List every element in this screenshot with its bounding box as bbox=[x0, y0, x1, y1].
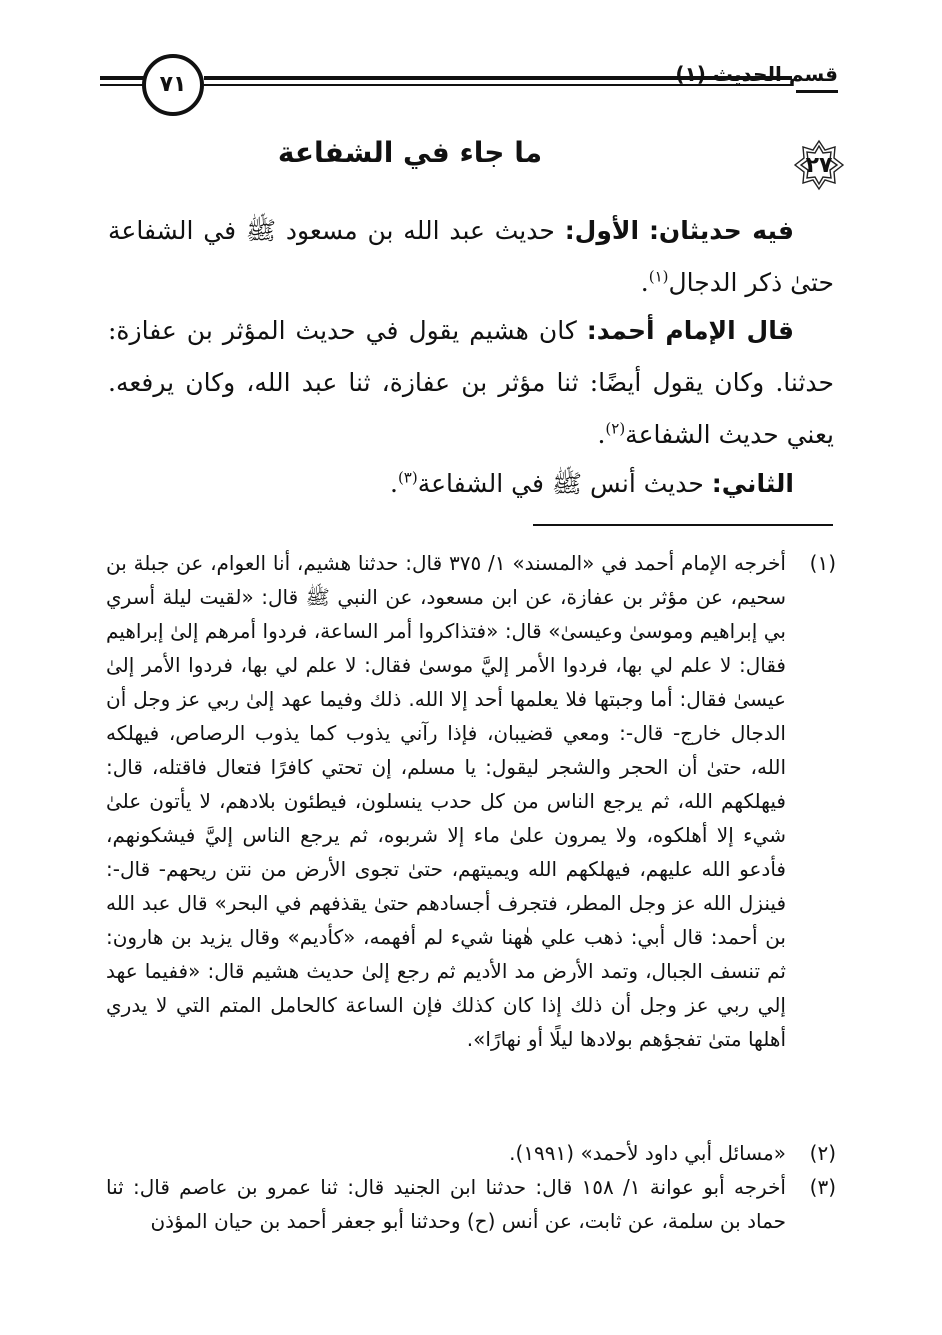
paragraph-imam-ahmad bbox=[108, 305, 834, 461]
footnote-number: (١) bbox=[809, 551, 836, 575]
paragraph-lead: فيه حديثان: bbox=[648, 216, 795, 245]
section-title: قسم الحديث (١) bbox=[675, 62, 838, 86]
paragraph-tail: . bbox=[597, 420, 606, 449]
paragraph-tail: . bbox=[640, 268, 649, 297]
chapter-number-badge bbox=[792, 138, 846, 192]
paragraph-label: قال الإمام أحمد: bbox=[586, 316, 794, 345]
paragraph-tail: . bbox=[389, 469, 398, 498]
header-rule-left-top bbox=[100, 76, 144, 80]
footnote-number: (٣) bbox=[809, 1175, 836, 1199]
footnote-2 bbox=[106, 1136, 836, 1170]
chapter-title: ما جاء في الشفاعة bbox=[277, 136, 543, 169]
paragraph-first-hadith bbox=[108, 205, 834, 309]
running-header bbox=[100, 50, 838, 130]
header-rule-right bbox=[796, 90, 838, 93]
paragraph-text: كان هشيم يقول في حديث المؤثر بن عفازة: حدثنا. وكان يقول أيضًا: ثنا مؤثر بن عفازة، ثنا عبد الله، وكان يرفعه. يعني حديث الشفاعة bbox=[108, 316, 834, 449]
paragraph-label: الأول: bbox=[564, 216, 640, 245]
footnote-3 bbox=[106, 1170, 836, 1238]
footnote-1 bbox=[106, 546, 836, 1056]
chapter-number: ٢٧ bbox=[805, 153, 833, 178]
footnote-text: «مسائل أبي داود لأحمد» (١٩٩١). bbox=[509, 1141, 786, 1165]
paragraph-label: الثاني: bbox=[711, 469, 794, 498]
footnote-text: أخرجه الإمام أحمد في «المسند» ١/ ٣٧٥ قال: حدثنا هشيم، أنا العوام، عن جبلة بن سحيم، عن مؤثر بن عفازة، عن ابن مسعود، عن النبي ﷺ قال: «لقيت ليلة أسري بي إبراهيم وموسىٰ وعيسىٰ» قال: «فتذاكروا أمر الساعة، فردوا أمرهم إلىٰ إبراهيم فقال: لا علم لي بها، فردوا الأمر إليَّ موسىٰ فقال: لا علم لي بها، فردوا الأمر إلىٰ عيسىٰ فقال: أما وجبتها فلا يعلمها أحد إلا الله. ذلك وفيما عهد إلىٰ ربي عز وجل أن الدجال خارج- قال-: ومعي قضيبان، فإذا رآني يذوب كما يذوب الرصاص، فيهلكه الله، حتىٰ أن الحجر والشجر ليقول: يا مسلم، إن تحتي كافرًا فتعال فاقتله، قال: فيهلكهم الله، ثم يرجع الناس من كل حدب ينسلون، فيطئون بلادهم، لا يأتون علىٰ شيء إلا أهلكوه، ولا يمرون علىٰ ماء إلا شربوه، ثم يرجع الناس إليَّ فيشكونهم، فأدعو الله عليهم، فيهلكهم الله ويميتهم، حتىٰ تجوى الأرض من نتن ريحهم- قال-: فينزل الله عز وجل المطر، فتجرف أجسادهم حتىٰ يقذفهم في البحر» قال عبد الله بن أحمد: قال أبي: ذهب علي هٰهنا شيء لم أفهمه، «كأديم» وقال يزيد بن هارون: ثم تنسف الجبال، وتمد الأرض مد الأديم ثم رجع إلىٰ حديث هشيم قال: «ففيما عهد إلي ربي عز وجل أن ذلك إذا كان كذلك فإن الساعة كالحامل المتم التي لا يدري أهلها متىٰ تفجؤهم بولادها ليلًا أو نهارًا». bbox=[106, 551, 786, 1051]
footnote-ref: (٣) bbox=[397, 468, 418, 487]
paragraph-second-hadith bbox=[108, 458, 834, 510]
paragraph-text: حديث عبد الله بن مسعود ﷺ في الشفاعة حتىٰ ذكر الدجال bbox=[108, 216, 834, 297]
footnote-ref: (٢) bbox=[605, 419, 626, 438]
footnote-text: أخرجه أبو عوانة ١/ ١٥٨ قال: حدثنا ابن الجنيد قال: ثنا عمرو بن عاصم قال: ثنا حماد بن سلمة، عن ثابت، عن أنس (ح) وحدثنا أبو جعفر أحمد بن حيان المؤذن bbox=[106, 1175, 786, 1233]
page-number: ٧١ bbox=[142, 54, 204, 116]
paragraph-text: حديث أنس ﷺ في الشفاعة bbox=[417, 469, 704, 498]
footnote-separator bbox=[533, 524, 833, 526]
header-rule-left-bottom bbox=[100, 84, 144, 86]
footnote-number: (٢) bbox=[809, 1141, 836, 1165]
footnote-ref: (١) bbox=[648, 267, 669, 286]
